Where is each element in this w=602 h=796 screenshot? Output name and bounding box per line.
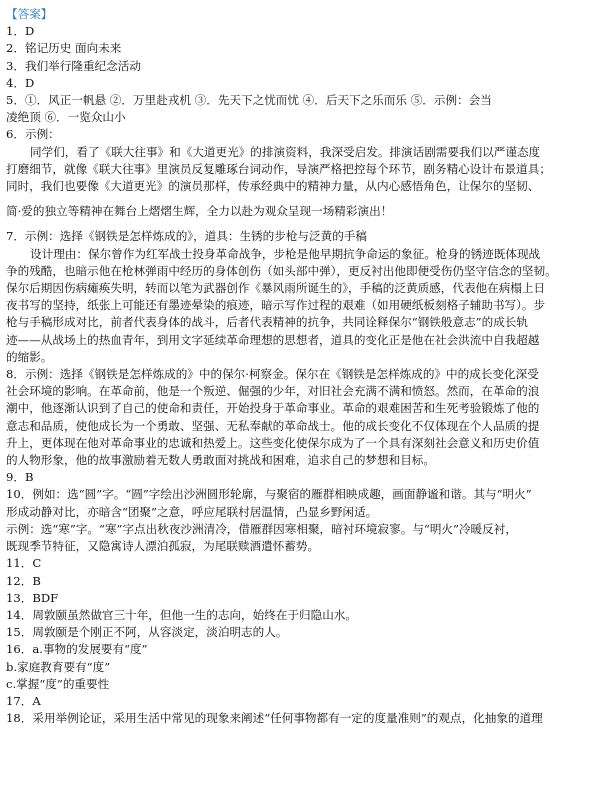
text-line: c.掌握“度”的重要性 — [6, 676, 110, 691]
answer-document — [6, 6, 598, 727]
spacer — [6, 195, 598, 203]
text-line: 1．D — [6, 24, 35, 39]
spacer — [6, 220, 598, 228]
text-line: 18．采用举例论证，采用生活中常见的现象来阐述“任何事物都有一定的度量准则”的观点，化抽象的道理 — [6, 711, 543, 726]
text-line: 11．C — [6, 556, 42, 571]
text-line: 17．A — [6, 693, 41, 708]
text-line: 迹——从战场上的热血青年，到用文字延续革命理想的思想者，道具的变化正是他在社会洪流中自我超越 — [6, 332, 540, 347]
text-line: 打磨细节，就像《联大往事》里演员反复雕琢台词动作，导演严格把控每个环节，剧务精心设计布景道具； — [6, 161, 551, 176]
text-line: 既现季节特征，又隐寓诗人漂泊孤寂，为尾联赎酒遣怀蓄势。 — [6, 539, 320, 554]
text-line: 的人物形象，他的故事激励着无数人勇敢面对挑战和困难，追求自己的梦想和目标。 — [6, 453, 435, 468]
text-line: 枪与手稿形成对比，前者代表身体的战斗，后者代表精神的抗争，共同诠释保尔“钢铁般意志”的成长轨 — [6, 315, 528, 330]
text-line: 升上，更体现在他对革命事业的忠诚和热爱上。这些变化使保尔成为了一个具有深刻社会意义和历史价值 — [6, 435, 540, 450]
text-line: 10．例如：选“圆”字。“圆”字绘出沙洲圆形轮廓，与聚宿的雁群相映成趣，画面静谧和谐。其与“明火” — [6, 487, 532, 502]
text-line: 7．示例：选择《钢铁是怎样炼成的》，道具：生锈的步枪与泛黄的手稿 — [6, 229, 367, 244]
text-line: 的缩影。 — [6, 349, 53, 364]
text-line: 示例：选“寒”字。“寒”字点出秋夜沙洲清冷，借雁群因寒相聚，暗衬环境寂寥。与“明火”冷暖反衬， — [6, 521, 517, 536]
text-line: 社会环境的影响。在革命前，他是一个叛逆、倔强的少年，对旧社会充满不满和愤怒。然而，在革命的浪 — [6, 384, 540, 399]
text-line: 16．a.事物的发展要有“度” — [6, 642, 148, 657]
answer-heading: 【答案】 — [6, 7, 53, 21]
text-line: 15．周敦颐是个刚正不阿，从容淡定，淡泊明志的人。 — [6, 625, 288, 640]
text-line: 3．我们举行隆重纪念活动 — [6, 58, 141, 73]
text-line: 设计理由：保尔曾作为红军战士投身革命战争，步枪是他早期抗争命运的象征。枪身的锈迹既体现战 — [30, 246, 541, 261]
text-line: 形成动静对比，亦暗含“团聚”之意，呼应尾联村居温情，凸显乡野闲适。 — [6, 504, 378, 519]
text-line: 8．示例：选择《钢铁是怎样炼成的》中的保尔·柯察金。保尔在《钢铁是怎样炼成的》中的成长变化深受 — [6, 367, 539, 382]
text-line: 保尔后期因伤病瘫痪失明，转而以笔为武器创作《暴风雨所诞生的》，手稿的泛黄质感，代表他在病榻上日 — [6, 281, 546, 296]
text-line: 同学们，看了《联大往事》和《大道更光》的排演资料，我深受启发。排演话剧需要我们以严谨态度 — [30, 144, 541, 159]
text-line: 凌绝顶 ⑥．一览众山小 — [6, 110, 126, 125]
text-line: 6．示例： — [6, 127, 60, 142]
text-line: b.家庭教育要有“度” — [6, 659, 111, 674]
text-line: 2．铭记历史 面向未来 — [6, 41, 122, 56]
text-line: 13．BDF — [6, 590, 59, 605]
text-line: 9．B — [6, 470, 34, 485]
text-line: 5．①．风正一帆悬 ②．万里赴戎机 ③．先天下之忧而忧 ④．后天下之乐而乐 ⑤．示例：会当 — [6, 93, 492, 108]
text-line: 夜书写的坚持，纸张上可能还有墨迹晕染的痕迹，暗示写作过程的艰难（如用硬纸板刻格子辅助书写）。步 — [6, 298, 546, 313]
text-line: 争的残酷，也暗示他在枪林弹雨中经历的身体创伤（如头部中弹），更反衬出他即便受伤仍坚守信念的坚韧。 — [6, 263, 557, 278]
text-line: 4．D — [6, 75, 35, 90]
text-line: 潮中，他逐渐认识到了自己的使命和责任，开始投身于革命事业。革命的艰难困苦和生死考验锻炼了他的 — [6, 401, 540, 416]
text-line: 12．B — [6, 573, 41, 588]
text-line: 简·爱的独立等精神在舞台上熠熠生辉，全力以赴为观众呈现一场精彩演出！ — [6, 204, 393, 219]
answer-body — [6, 23, 598, 727]
text-line: 意志和品质，使他成长为一个勇敢、坚强、无私奉献的革命战士。他的成长变化不仅体现在个人品质的提 — [6, 418, 540, 433]
text-line: 同时，我们也要像《大道更光》的演员那样，传承经典中的精神力量，从内心感悟角色，让保尔的坚韧、 — [6, 179, 540, 194]
text-line: 14．周敦颐虽然做官三十年，但他一生的志向，始终在于归隐山水。 — [6, 607, 357, 622]
